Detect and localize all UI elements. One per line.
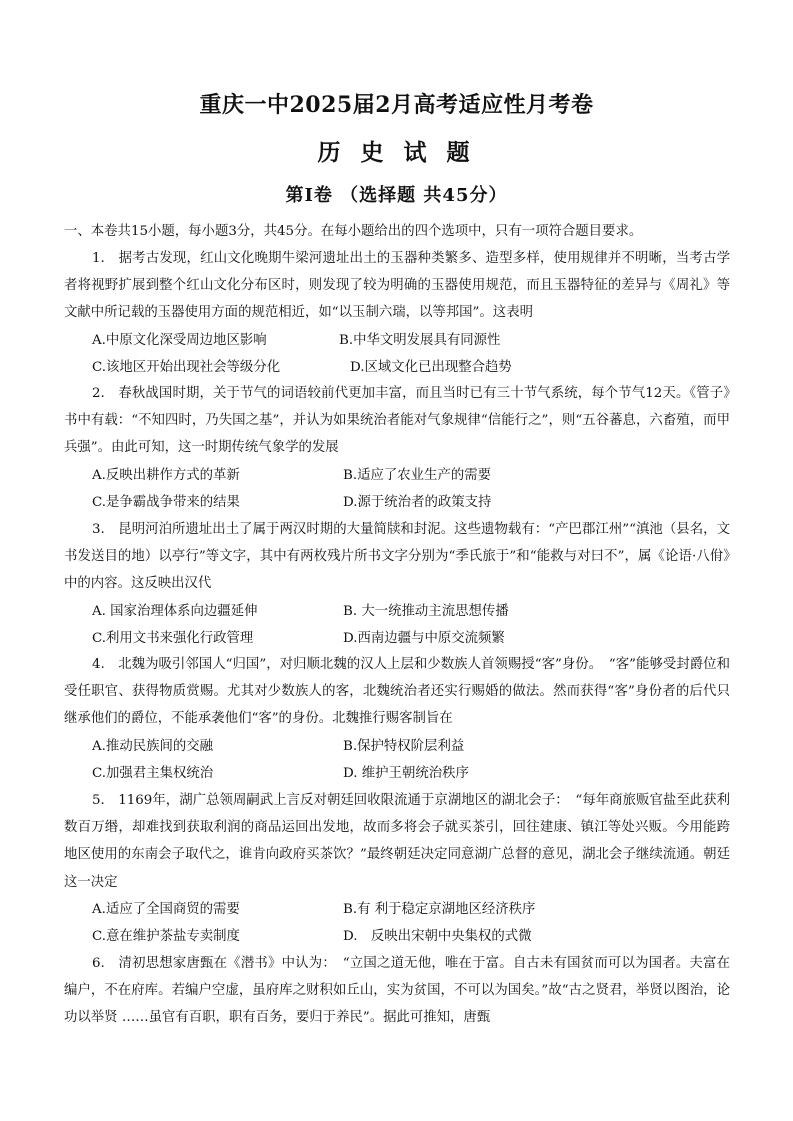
options-row-1 (64, 327, 730, 354)
question-stem: 6. 清初思想家唐甄在《潜书》中认为： “立国之道无他，唯在于富。自古未有国贫而可以为国者。夫富在编户，不在府库。若编户空虚，虽府库之财积如丘山，实为贫国，不可以为国矣。”故“古之贤君，举贤以图治，论功以举贤 ……虽官有百职，职有百务，要归于养民”。据此可推知，唐甄 (64, 956, 730, 1026)
option-b: B.有 利于稳定京湖地区经济秩序 (343, 901, 536, 917)
options-row-1 (64, 733, 730, 760)
question-stem: 2. 春秋战国时期，关于节气的词语较前代更加丰富，而且当时已有三十节气系统，每个节气12天。《管子》书中有载：“不知四时，乃失国之基”，并认为如果统治者能对气象规律“信能行之”，则“五谷蕃息，六畜殖，而甲兵强”。由此可知，这一时期传统气象学的发展 (64, 386, 730, 456)
option-c: C.利用文书来强化行政管理 (92, 630, 254, 646)
option-d: D.西南边疆与中原交流频繁 (343, 630, 505, 646)
options-row-2 (64, 923, 730, 950)
option-b: B.适应了农业生产的需要 (343, 467, 492, 483)
options-row-2 (64, 354, 730, 381)
option-b: B. 大一统推动主流思想传播 (343, 603, 509, 619)
subject-title: 历 史 试 题 (317, 139, 476, 166)
option-a: A.中原文化深受周边地区影响 (92, 332, 267, 348)
question-stem: 5. 1169年，湖广总领周嗣武上言反对朝廷回收限流通于京湖地区的湖北会子： “每年商旅贩官盐至此获利数百万缗，却难找到获取利润的商品运回出发地，故而多将会子就买茶引，回往建康、镇江等处兴贩。今用能跨地区使用的东南会子取代之，谁肯向政府买茶饮？”最终朝廷决定同意湖广总督的意见，湖北会子继续流通。朝廷这一决定 (64, 793, 730, 890)
question-4 (64, 651, 730, 787)
question-2 (64, 380, 730, 516)
option-a: A. 国家治理体系向边疆延伸 (92, 603, 258, 619)
option-b: B.保护特权阶层利益 (343, 738, 465, 754)
option-c: C.加强君主集权统治 (92, 765, 214, 781)
options-row-2 (64, 760, 730, 787)
options-row-2 (64, 489, 730, 516)
section-instructions: 一、本卷共15小题，每小题3分，共45分。在每小题给出的四个选项中，只有一项符合题目要求。 (64, 224, 643, 239)
question-6 (64, 950, 730, 1032)
option-c: C.该地区开始出现社会等级分化 (92, 359, 281, 375)
option-c: C.意在维护茶盐专卖制度 (92, 929, 240, 944)
options-row-1 (64, 462, 730, 489)
option-a: A.推动民族间的交融 (92, 738, 214, 754)
question-3 (64, 516, 730, 652)
option-c: C.是争霸战争带来的结果 (92, 494, 240, 510)
option-a: A.反映出耕作方式的革新 (92, 467, 240, 483)
options-row-1 (64, 896, 730, 923)
options-row-2 (64, 625, 730, 652)
question-stem: 1. 据考古发现，红山文化晚期牛梁河遗址出土的玉器种类繁多、造型多样，使用规律并不明晰，当考古学者将视野扩展到整个红山文化分布区时，则发现了较为明确的玉器使用规范，而且玉器特征的差异与《周礼》等文献中所记载的玉器使用方面的规范相近，如“以玉制六瑞，以等邦国”。这表明 (64, 251, 730, 321)
option-d: D. 反映出宋朝中央集权的式微 (343, 929, 532, 944)
option-d: D.源于统治者的政策支持 (343, 494, 492, 510)
part-title: 第Ⅰ卷 （选择题 共45分） (285, 185, 508, 206)
option-a: A.适应了全国商贸的需要 (92, 901, 240, 917)
question-stem: 3. 昆明河泊所遗址出土了属于两汉时期的大量简牍和封泥。这些遗物载有：“产巴郡江州”“滇池（县名，文书发送目的地）以亭行”等文字，其中有两枚残片所书文字分别为“季氏旅于”和“能救与对曰不”，属《论语·八佾》中的内容。这反映出汉代 (64, 522, 730, 592)
question-stem: 4. 北魏为吸引邻国人“归国”，对归顺北魏的汉人上层和少数族人首领赐授“客”身份。 “客”能够受封爵位和受任职官、获得物质赏赐。尤其对少数族人的客，北魏统治者还实行赐婚的做法。然而获得“客”身份者的后代只继承他们的爵位，不能承袭他们“客”的身份。北魏推行赐客制旨在 (64, 657, 730, 727)
option-b: B.中华文明发展具有同源性 (339, 332, 501, 348)
option-d: D.区域文化已出现整合趋势 (350, 359, 512, 375)
question-5 (64, 787, 730, 950)
exam-title: 重庆一中2025届2月高考适应性月考卷 (199, 92, 594, 118)
option-d: D. 维护王朝统治秩序 (343, 765, 469, 781)
question-1 (64, 245, 730, 381)
options-row-1 (64, 598, 730, 625)
